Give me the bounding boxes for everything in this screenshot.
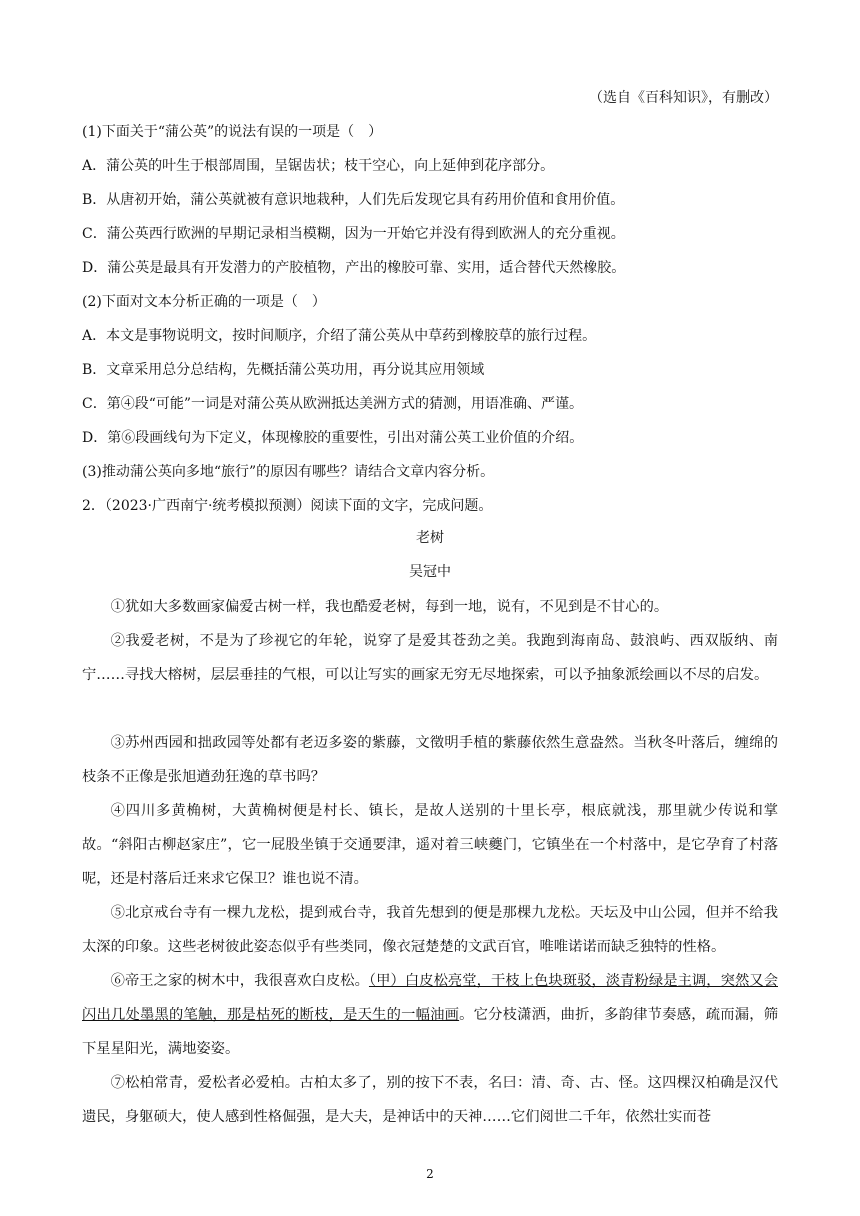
article-paragraph-6 xyxy=(82,964,778,1066)
question-2-option-a: A．本文是事物说明文，按时间顺序，介绍了蒲公英从中草药到橡胶草的旅行过程。 xyxy=(82,328,597,344)
article-paragraph-7: ⑦松柏常青，爱松者必爱柏。古柏太多了，别的按下不表，名曰：清、奇、古、怪。这四棵汉柏确是汉代遗民，身躯硕大，使人感到性格倔强，是大夫，是神话中的天神……它们阅世二千年，依然壮实而苍 xyxy=(82,1075,778,1125)
page-number: 2 xyxy=(426,1167,434,1181)
article-paragraph-2: ②我爱老树，不是为了珍视它的年轮，说穿了是爱其苍劲之美。我跑到海南岛、鼓浪屿、西双版纳、南宁……寻找大榕树，层层垂挂的气根，可以让写实的画家无穷无尽地探索，可以予抽象派绘画以不尽的启发。 xyxy=(82,633,778,683)
article-paragraph-1: ①犹如大多数画家偏爱古树一样，我也酷爱老树，每到一地，说有，不见到是不甘心的。 xyxy=(110,599,669,615)
question-2-option-c: C．第④段“可能”一词是对蒲公英从欧洲抵达美洲方式的猜测，用语准确、严谨。 xyxy=(82,396,584,412)
article-title: 老树 xyxy=(416,530,444,546)
question-3: (3)推动蒲公英向多地“旅行”的原因有哪些？请结合文章内容分析。 xyxy=(82,464,495,480)
article-paragraph-3: ③苏州西园和拙政园等处都有老迈多姿的紫藤，文徵明手植的紫藤依然生意盎然。当秋冬叶落后，缠绵的枝条不正像是张旭遒劲狂逸的草书吗？ xyxy=(82,735,778,785)
question-2-option-d: D．第⑥段画线句为下定义，体现橡胶的重要性，引出对蒲公英工业价值的介绍。 xyxy=(82,430,584,446)
article-author: 吴冠中 xyxy=(409,564,451,580)
source-citation: （选自《百科知识》，有删改） xyxy=(589,90,778,106)
question-1-option-a: A．蒲公英的叶生于根部周围，呈锯齿状；枝干空心，向上延伸到花序部分。 xyxy=(82,158,555,174)
article-paragraph-5: ⑤北京戒台寺有一棵九龙松，提到戒台寺，我首先想到的便是那棵九龙松。天坛及中山公园，但并不给我太深的印象。这些老树彼此姿态似乎有些类同，像衣冠楚楚的文武百官，唯唯诺诺而缺乏独特的性格。 xyxy=(82,905,778,955)
question-2-option-b: B．文章采用总分总结构，先概括蒲公英功用，再分说其应用领域 xyxy=(82,362,485,378)
question-1-stem: (1)下面关于“蒲公英”的说法有误的一项是（ ） xyxy=(82,124,383,140)
question-1-option-c: C．蒲公英西行欧洲的早期记录相当模糊，因为一开始它并没有得到欧洲人的充分重视。 xyxy=(82,226,625,242)
article-paragraph-4: ④四川多黄桷树，大黄桷树便是村长、镇长，是故人送别的十里长亭，根底就浅，那里就少传说和掌故。“斜阳古柳赵家庄”，它一屁股坐镇于交通要津，遥对着三峡夔门，它镇坐在一个村落中，是它孕育了村落呢，还是村落后迁来求它保卫？谁也说不清。 xyxy=(82,803,778,887)
item-2-instruction: 2．（2023·广西南宁·统考模拟预测）阅读下面的文字，完成问题。 xyxy=(82,498,493,514)
question-1-option-d: D．蒲公英是最具有开发潜力的产胶植物，产出的橡胶可靠、实用，适合替代天然橡胶。 xyxy=(82,260,626,276)
paragraph-6-lead: ⑥帝王之家的树木中，我很喜欢白皮松。 xyxy=(110,973,369,989)
question-1-option-b: B．从唐初开始，蒲公英就被有意识地栽种，人们先后发现它具有药用价值和食用价值。 xyxy=(82,192,625,208)
underlined-sentence-jia: （甲）白皮松亮堂，干枝上色块斑驳，淡青粉绿是主调，突然又会闪出几处墨黑的笔触，那是枯死的断枝，是天生的一幅油画 xyxy=(82,973,778,1023)
question-2-stem: (2)下面对文本分析正确的一项是（ ） xyxy=(82,294,326,310)
paragraph-6-rest: 。它分枝潇洒，曲折，多韵律节奏感，疏而漏，筛下星星阳光，满地姿姿。 xyxy=(82,1007,779,1057)
